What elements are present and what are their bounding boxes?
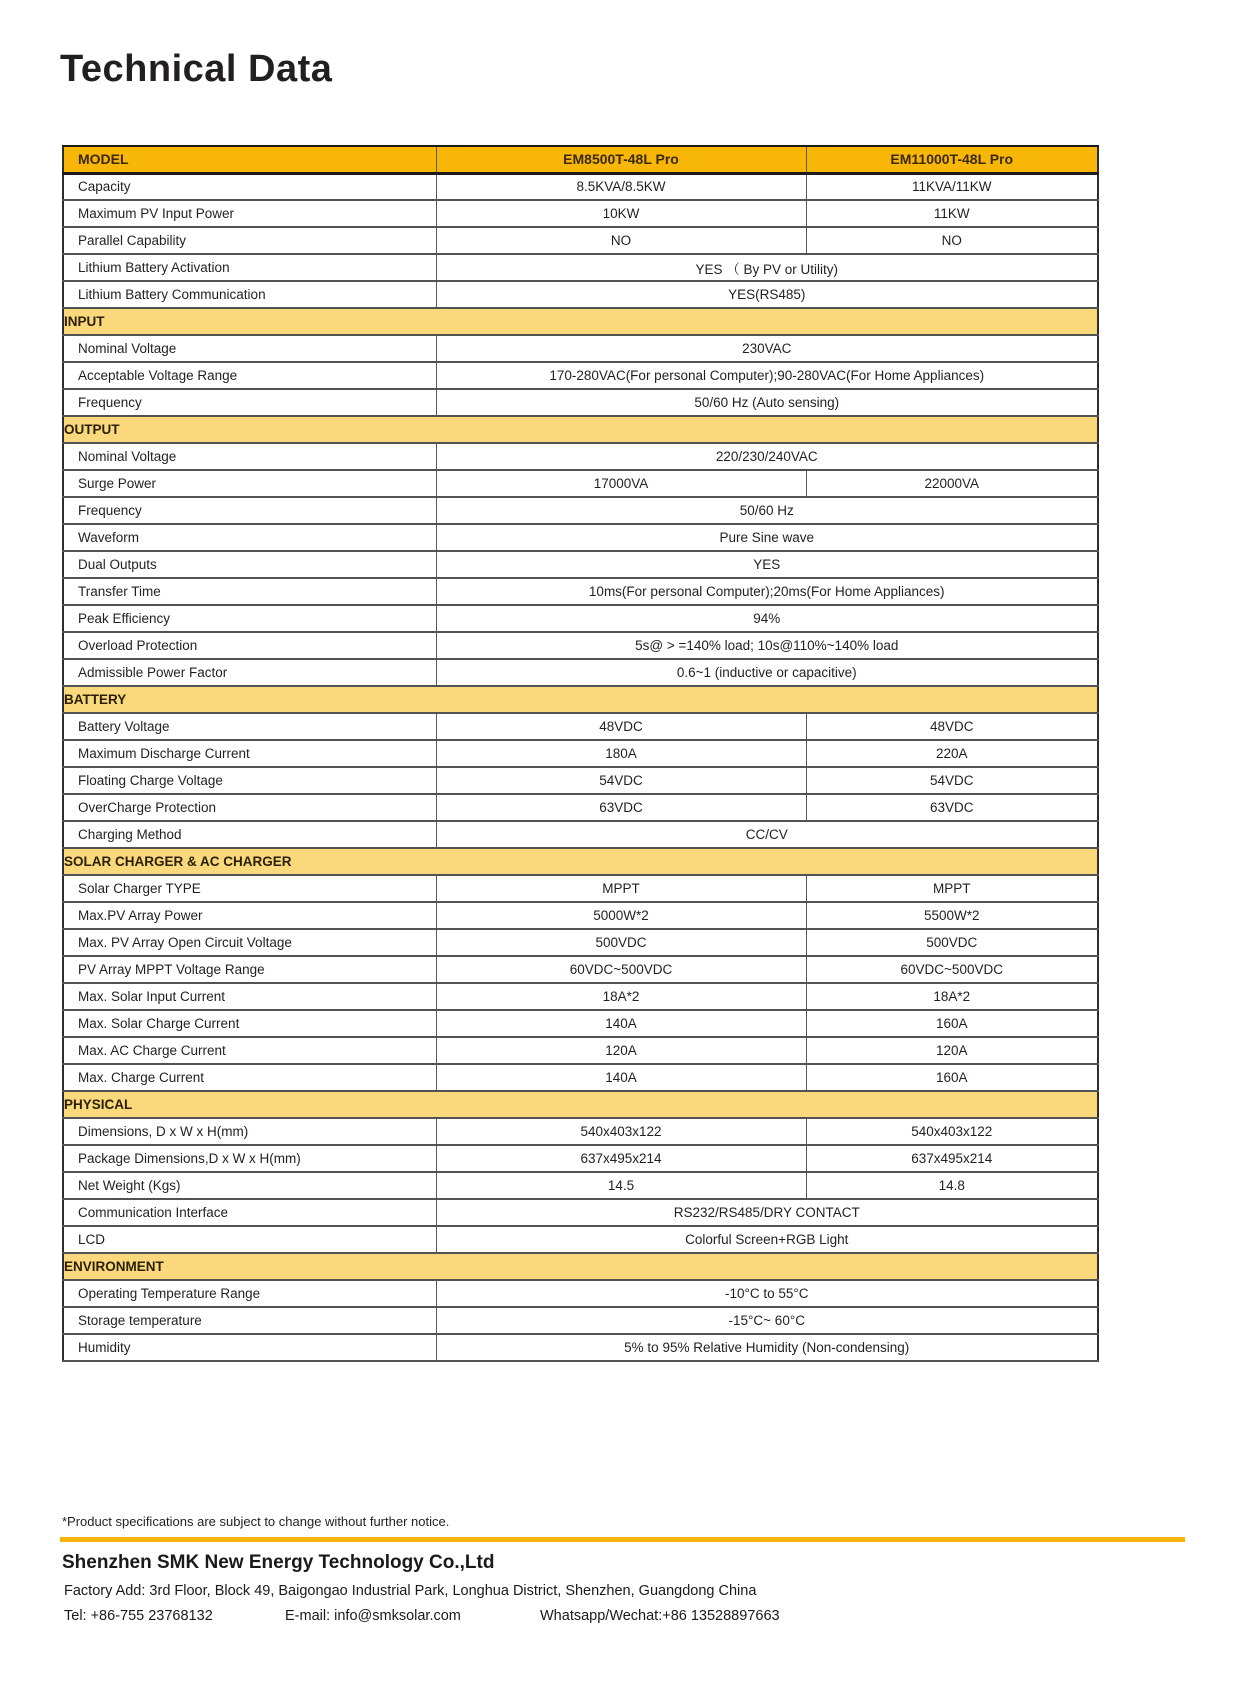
table-row: [63, 713, 1098, 740]
row-value-span: -10°C to 55°C: [436, 1280, 1098, 1307]
section-header: INPUT: [63, 308, 1098, 335]
row-value-2: 5500W*2: [806, 902, 1098, 929]
row-label: Floating Charge Voltage: [63, 767, 436, 794]
row-label: Max.PV Array Power: [63, 902, 436, 929]
row-label: Package Dimensions,D x W x H(mm): [63, 1145, 436, 1172]
row-label: Dimensions, D x W x H(mm): [63, 1118, 436, 1145]
row-value-span: YES （ By PV or Utility): [436, 254, 1098, 281]
company-name: Shenzhen SMK New Energy Technology Co.,Ltd: [62, 1552, 495, 1573]
table-row: [63, 551, 1098, 578]
row-label: Acceptable Voltage Range: [63, 362, 436, 389]
row-value-span: Colorful Screen+RGB Light: [436, 1226, 1098, 1253]
row-value-2: 60VDC~500VDC: [806, 956, 1098, 983]
row-value-1: 120A: [436, 1037, 806, 1064]
row-value-1: 63VDC: [436, 794, 806, 821]
row-value-span: 10ms(For personal Computer);20ms(For Home Appliances): [436, 578, 1098, 605]
row-label: Peak Efficiency: [63, 605, 436, 632]
row-label: Parallel Capability: [63, 227, 436, 254]
row-value-span: YES: [436, 551, 1098, 578]
table-row: [63, 767, 1098, 794]
section-row: [63, 848, 1098, 875]
table-row: [63, 254, 1098, 281]
row-label: Charging Method: [63, 821, 436, 848]
row-value-2: 54VDC: [806, 767, 1098, 794]
table-row: [63, 578, 1098, 605]
row-value-2: 637x495x214: [806, 1145, 1098, 1172]
row-value-2: 14.8: [806, 1172, 1098, 1199]
row-value-2: 48VDC: [806, 713, 1098, 740]
table-row: [63, 1118, 1098, 1145]
row-label: Frequency: [63, 497, 436, 524]
table-row: [63, 335, 1098, 362]
row-value-2: 63VDC: [806, 794, 1098, 821]
row-label: Nominal Voltage: [63, 335, 436, 362]
table-row: [63, 1280, 1098, 1307]
spec-table: [62, 145, 1099, 1362]
row-label: Nominal Voltage: [63, 443, 436, 470]
row-label: Communication Interface: [63, 1199, 436, 1226]
table-row: [63, 983, 1098, 1010]
row-value-1: 10KW: [436, 200, 806, 227]
row-label: Max. Charge Current: [63, 1064, 436, 1091]
header-model-1: EM8500T-48L Pro: [436, 146, 806, 173]
section-header: BATTERY: [63, 686, 1098, 713]
table-row: [63, 1145, 1098, 1172]
row-value-span: YES(RS485): [436, 281, 1098, 308]
table-row: [63, 1199, 1098, 1226]
row-value-1: 48VDC: [436, 713, 806, 740]
table-header-row: [63, 146, 1098, 173]
row-value-1: 14.5: [436, 1172, 806, 1199]
row-label: PV Array MPPT Voltage Range: [63, 956, 436, 983]
section-row: [63, 686, 1098, 713]
table-row: [63, 1037, 1098, 1064]
row-label: Net Weight (Kgs): [63, 1172, 436, 1199]
row-label: OverCharge Protection: [63, 794, 436, 821]
row-value-span: 0.6~1 (inductive or capacitive): [436, 659, 1098, 686]
table-row: [63, 1226, 1098, 1253]
row-label: Admissible Power Factor: [63, 659, 436, 686]
row-value-span: 230VAC: [436, 335, 1098, 362]
row-label: Operating Temperature Range: [63, 1280, 436, 1307]
row-value-2: MPPT: [806, 875, 1098, 902]
row-value-span: 220/230/240VAC: [436, 443, 1098, 470]
row-value-2: 500VDC: [806, 929, 1098, 956]
row-value-span: 5s@ > =140% load; 10s@110%~140% load: [436, 632, 1098, 659]
section-header: PHYSICAL: [63, 1091, 1098, 1118]
table-row: [63, 173, 1098, 200]
row-label: Max. PV Array Open Circuit Voltage: [63, 929, 436, 956]
header-model-2: EM11000T-48L Pro: [806, 146, 1098, 173]
row-value-1: 140A: [436, 1010, 806, 1037]
table-row: [63, 632, 1098, 659]
row-label: Storage temperature: [63, 1307, 436, 1334]
row-label: Frequency: [63, 389, 436, 416]
page-title: Technical Data: [60, 48, 333, 90]
row-value-2: 22000VA: [806, 470, 1098, 497]
row-label: Dual Outputs: [63, 551, 436, 578]
row-label: Max. Solar Input Current: [63, 983, 436, 1010]
row-value-1: 18A*2: [436, 983, 806, 1010]
row-value-2: NO: [806, 227, 1098, 254]
row-label: Capacity: [63, 173, 436, 200]
row-value-1: MPPT: [436, 875, 806, 902]
row-value-1: 500VDC: [436, 929, 806, 956]
table-row: [63, 821, 1098, 848]
table-row: [63, 1010, 1098, 1037]
table-row: [63, 389, 1098, 416]
row-value-span: 94%: [436, 605, 1098, 632]
table-row: [63, 1334, 1098, 1361]
table-row: [63, 497, 1098, 524]
row-value-2: 540x403x122: [806, 1118, 1098, 1145]
table-row: [63, 794, 1098, 821]
row-label: LCD: [63, 1226, 436, 1253]
row-label: Battery Voltage: [63, 713, 436, 740]
row-value-1: 60VDC~500VDC: [436, 956, 806, 983]
row-label: Solar Charger TYPE: [63, 875, 436, 902]
section-row: [63, 416, 1098, 443]
row-value-span: RS232/RS485/DRY CONTACT: [436, 1199, 1098, 1226]
table-row: [63, 470, 1098, 497]
row-value-1: 540x403x122: [436, 1118, 806, 1145]
row-label: Humidity: [63, 1334, 436, 1361]
row-value-span: Pure Sine wave: [436, 524, 1098, 551]
header-model-label: MODEL: [63, 146, 436, 173]
row-value-1: NO: [436, 227, 806, 254]
row-value-2: 18A*2: [806, 983, 1098, 1010]
row-value-span: 170-280VAC(For personal Computer);90-280VAC(For Home Appliances): [436, 362, 1098, 389]
section-row: [63, 308, 1098, 335]
table-row: [63, 227, 1098, 254]
row-value-2: 120A: [806, 1037, 1098, 1064]
table-row: [63, 659, 1098, 686]
row-value-2: 11KW: [806, 200, 1098, 227]
section-row: [63, 1253, 1098, 1280]
table-row: [63, 902, 1098, 929]
whatsapp-text: Whatsapp/Wechat:+86 13528897663: [540, 1608, 780, 1624]
table-row: [63, 443, 1098, 470]
section-row: [63, 1091, 1098, 1118]
row-value-2: 160A: [806, 1064, 1098, 1091]
factory-address: Factory Add: 3rd Floor, Block 49, Baigongao Industrial Park, Longhua District, Shenzhen, Guangdong China: [64, 1583, 757, 1599]
row-value-1: 17000VA: [436, 470, 806, 497]
section-header: ENVIRONMENT: [63, 1253, 1098, 1280]
row-value-2: 11KVA/11KW: [806, 173, 1098, 200]
row-label: Max. Solar Charge Current: [63, 1010, 436, 1037]
footnote: *Product specifications are subject to change without further notice.: [62, 1514, 450, 1529]
row-value-1: 637x495x214: [436, 1145, 806, 1172]
row-value-span: 50/60 Hz (Auto sensing): [436, 389, 1098, 416]
row-value-span: -15°C~ 60°C: [436, 1307, 1098, 1334]
email-text: E-mail: info@smksolar.com: [285, 1608, 461, 1624]
table-row: [63, 1307, 1098, 1334]
section-header: SOLAR CHARGER & AC CHARGER: [63, 848, 1098, 875]
row-value-span: 5% to 95% Relative Humidity (Non-condensing): [436, 1334, 1098, 1361]
table-row: [63, 524, 1098, 551]
table-row: [63, 605, 1098, 632]
row-label: Maximum PV Input Power: [63, 200, 436, 227]
row-value-2: 220A: [806, 740, 1098, 767]
row-label: Lithium Battery Communication: [63, 281, 436, 308]
row-label: Lithium Battery Activation: [63, 254, 436, 281]
row-label: Overload Protection: [63, 632, 436, 659]
row-value-1: 8.5KVA/8.5KW: [436, 173, 806, 200]
row-label: Transfer Time: [63, 578, 436, 605]
row-label: Maximum Discharge Current: [63, 740, 436, 767]
tel-text: Tel: +86-755 23768132: [64, 1608, 213, 1624]
table-row: [63, 740, 1098, 767]
row-label: Surge Power: [63, 470, 436, 497]
row-value-1: 54VDC: [436, 767, 806, 794]
row-value-2: 160A: [806, 1010, 1098, 1037]
row-value-span: CC/CV: [436, 821, 1098, 848]
section-header: OUTPUT: [63, 416, 1098, 443]
row-value-span: 50/60 Hz: [436, 497, 1098, 524]
row-label: Waveform: [63, 524, 436, 551]
table-row: [63, 200, 1098, 227]
row-label: Max. AC Charge Current: [63, 1037, 436, 1064]
table-row: [63, 1172, 1098, 1199]
row-value-1: 5000W*2: [436, 902, 806, 929]
row-value-1: 180A: [436, 740, 806, 767]
row-value-1: 140A: [436, 1064, 806, 1091]
table-row: [63, 956, 1098, 983]
table-row: [63, 1064, 1098, 1091]
table-row: [63, 875, 1098, 902]
table-row: [63, 362, 1098, 389]
table-row: [63, 929, 1098, 956]
yellow-divider: [60, 1537, 1185, 1542]
table-row: [63, 281, 1098, 308]
